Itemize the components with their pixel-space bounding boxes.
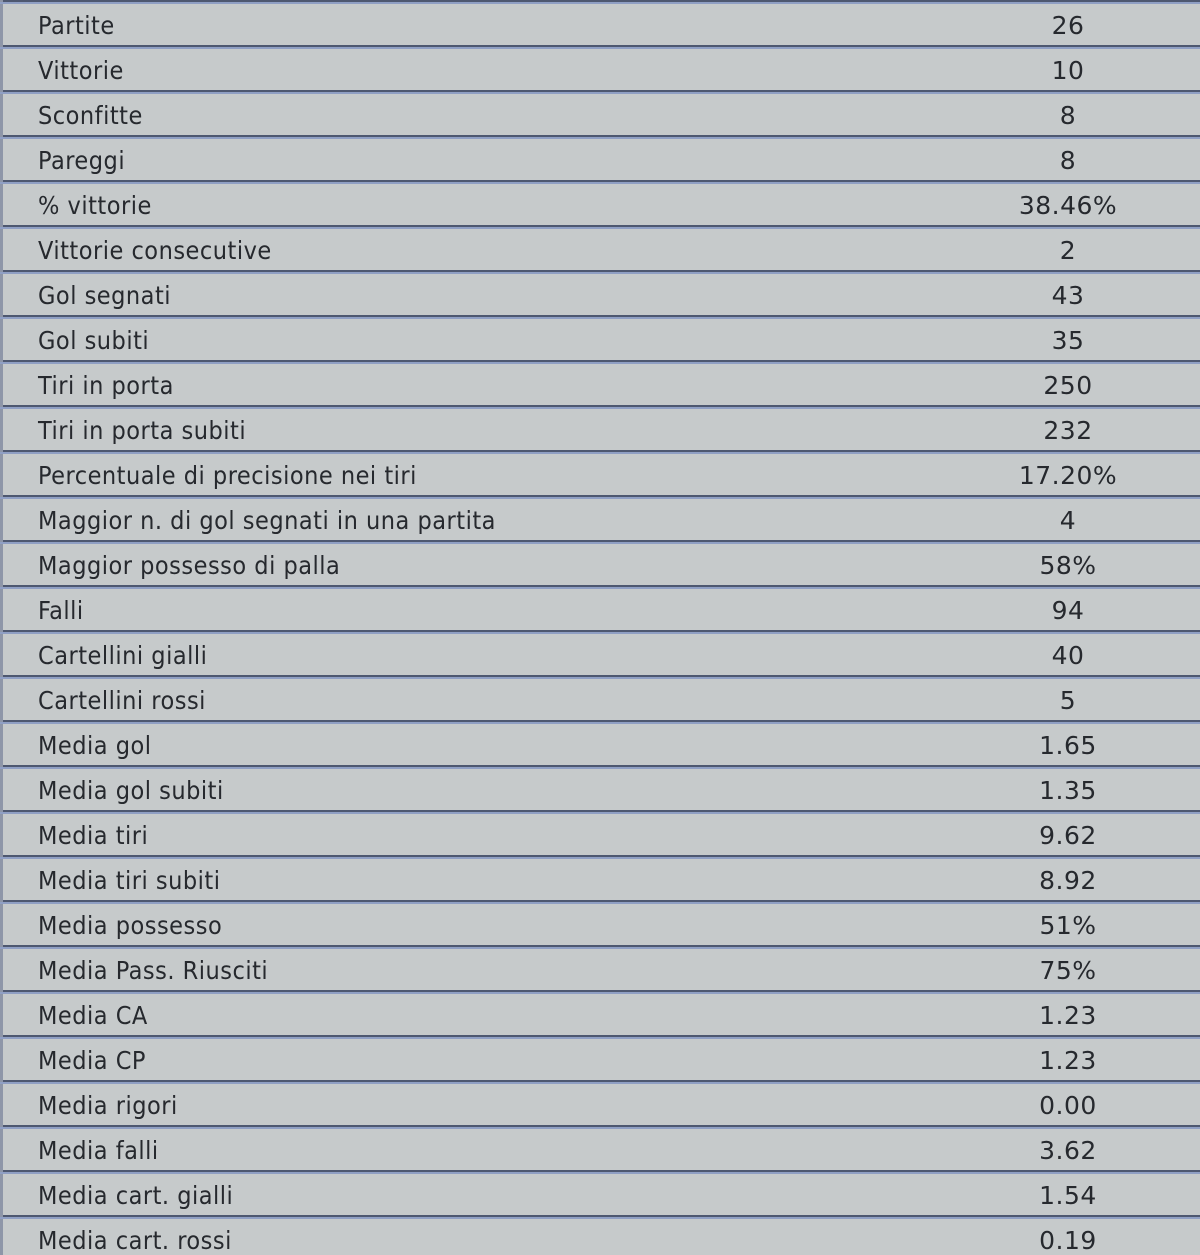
row-edge [0,765,3,810]
row-edge [0,180,3,225]
stat-value: 0.19 [1039,1226,1097,1255]
row-edge [0,1035,3,1080]
stat-label: Media falli [38,1136,159,1165]
stat-row-gol-segnati [0,270,1200,315]
stat-label: Tiri in porta [38,371,174,400]
row-edge [0,495,3,540]
stat-value: 8.92 [1039,866,1097,895]
row-edge [0,1080,3,1125]
stat-label: Media rigori [38,1091,178,1120]
row-edge [0,315,3,360]
stat-row-media-tiri-subiti [0,855,1200,900]
stat-row-pareggi [0,135,1200,180]
stat-row-max-possesso [0,540,1200,585]
stat-value: 1.35 [1039,776,1097,805]
stat-label: % vittorie [38,191,152,220]
stat-value: 43 [1051,281,1085,310]
row-edge [0,405,3,450]
stat-label: Partite [38,11,115,40]
stat-row-media-cart-rossi [0,1215,1200,1255]
stat-value: 10 [1051,56,1085,85]
stat-row-media-passaggi-riusciti [0,945,1200,990]
stat-value: 0.00 [1039,1091,1097,1120]
stat-label: Media possesso [38,911,223,940]
stat-row-tiri-in-porta-subiti [0,405,1200,450]
stat-label: Tiri in porta subiti [38,416,247,445]
stat-label: Maggior n. di gol segnati in una partita [38,506,496,535]
stat-row-vittorie [0,45,1200,90]
stat-label: Media cart. rossi [38,1226,232,1255]
row-edge [0,585,3,630]
stat-label: Media cart. gialli [38,1181,234,1210]
stat-row-media-ca [0,990,1200,1035]
stat-row-gol-subiti [0,315,1200,360]
row-edge [0,360,3,405]
stat-label: Media Pass. Riusciti [38,956,269,985]
stat-row-max-gol-partita [0,495,1200,540]
stat-row-sconfitte [0,90,1200,135]
stat-value: 232 [1043,416,1093,445]
stat-value: 35 [1051,326,1085,355]
row-edge [0,810,3,855]
row-edge [0,945,3,990]
row-edge [0,90,3,135]
row-edge [0,135,3,180]
stat-label: Cartellini gialli [38,641,208,670]
row-edge [0,675,3,720]
stat-value: 75% [1039,956,1097,985]
stat-value: 250 [1043,371,1093,400]
stat-row-media-cart-gialli [0,1170,1200,1215]
stat-value: 3.62 [1039,1136,1097,1165]
row-edge [0,45,3,90]
row-edge [0,270,3,315]
stat-value: 1.23 [1039,1046,1097,1075]
stat-value: 5 [1059,686,1077,715]
stat-label: Media gol [38,731,152,760]
stat-label: Gol segnati [38,281,172,310]
row-edge [0,720,3,765]
stat-label: Pareggi [38,146,126,175]
stat-value: 94 [1051,596,1085,625]
stat-value: 17.20% [1018,461,1118,490]
stat-row-falli [0,585,1200,630]
stat-row-cartellini-gialli [0,630,1200,675]
stat-label: Cartellini rossi [38,686,206,715]
stat-value: 8 [1059,146,1077,175]
stat-value: 40 [1051,641,1085,670]
stat-row-partite [0,0,1200,45]
stat-label: Vittorie consecutive [38,236,272,265]
row-edge [0,540,3,585]
stat-row-vittorie-consecutive [0,225,1200,270]
stat-row-media-gol-subiti [0,765,1200,810]
stat-value: 8 [1059,101,1077,130]
row-edge [0,0,3,45]
stat-value: 1.65 [1039,731,1097,760]
stat-value: 26 [1051,11,1085,40]
stat-row-media-possesso [0,900,1200,945]
stat-label: Sconfitte [38,101,143,130]
row-edge [0,900,3,945]
stat-value: 4 [1059,506,1077,535]
row-edge [0,1125,3,1170]
stat-value: 2 [1059,236,1077,265]
row-edge [0,1170,3,1215]
stat-row-media-tiri [0,810,1200,855]
stat-row-percentuale-vittorie [0,180,1200,225]
stat-value: 1.23 [1039,1001,1097,1030]
stat-row-cartellini-rossi [0,675,1200,720]
stat-label: Media CP [38,1046,146,1075]
stat-label: Percentuale di precisione nei tiri [38,461,417,490]
stat-row-tiri-in-porta [0,360,1200,405]
row-edge [0,855,3,900]
row-edge [0,990,3,1035]
stat-row-media-rigori [0,1080,1200,1125]
stat-value: 9.62 [1039,821,1097,850]
row-edge [0,630,3,675]
stat-row-media-falli [0,1125,1200,1170]
stat-row-media-cp [0,1035,1200,1080]
stat-row-precisione-tiri [0,450,1200,495]
stat-label: Media CA [38,1001,148,1030]
stat-label: Media tiri subiti [38,866,221,895]
row-edge [0,225,3,270]
stat-value: 58% [1039,551,1097,580]
stat-label: Media tiri [38,821,149,850]
stat-row-media-gol [0,720,1200,765]
stat-label: Media gol subiti [38,776,224,805]
stat-label: Falli [38,596,84,625]
stat-label: Maggior possesso di palla [38,551,341,580]
row-edge [0,450,3,495]
stat-label: Vittorie [38,56,124,85]
stat-value: 38.46% [1018,191,1118,220]
row-edge [0,1215,3,1255]
stat-value: 51% [1039,911,1097,940]
stat-value: 1.54 [1039,1181,1097,1210]
stat-label: Gol subiti [38,326,150,355]
